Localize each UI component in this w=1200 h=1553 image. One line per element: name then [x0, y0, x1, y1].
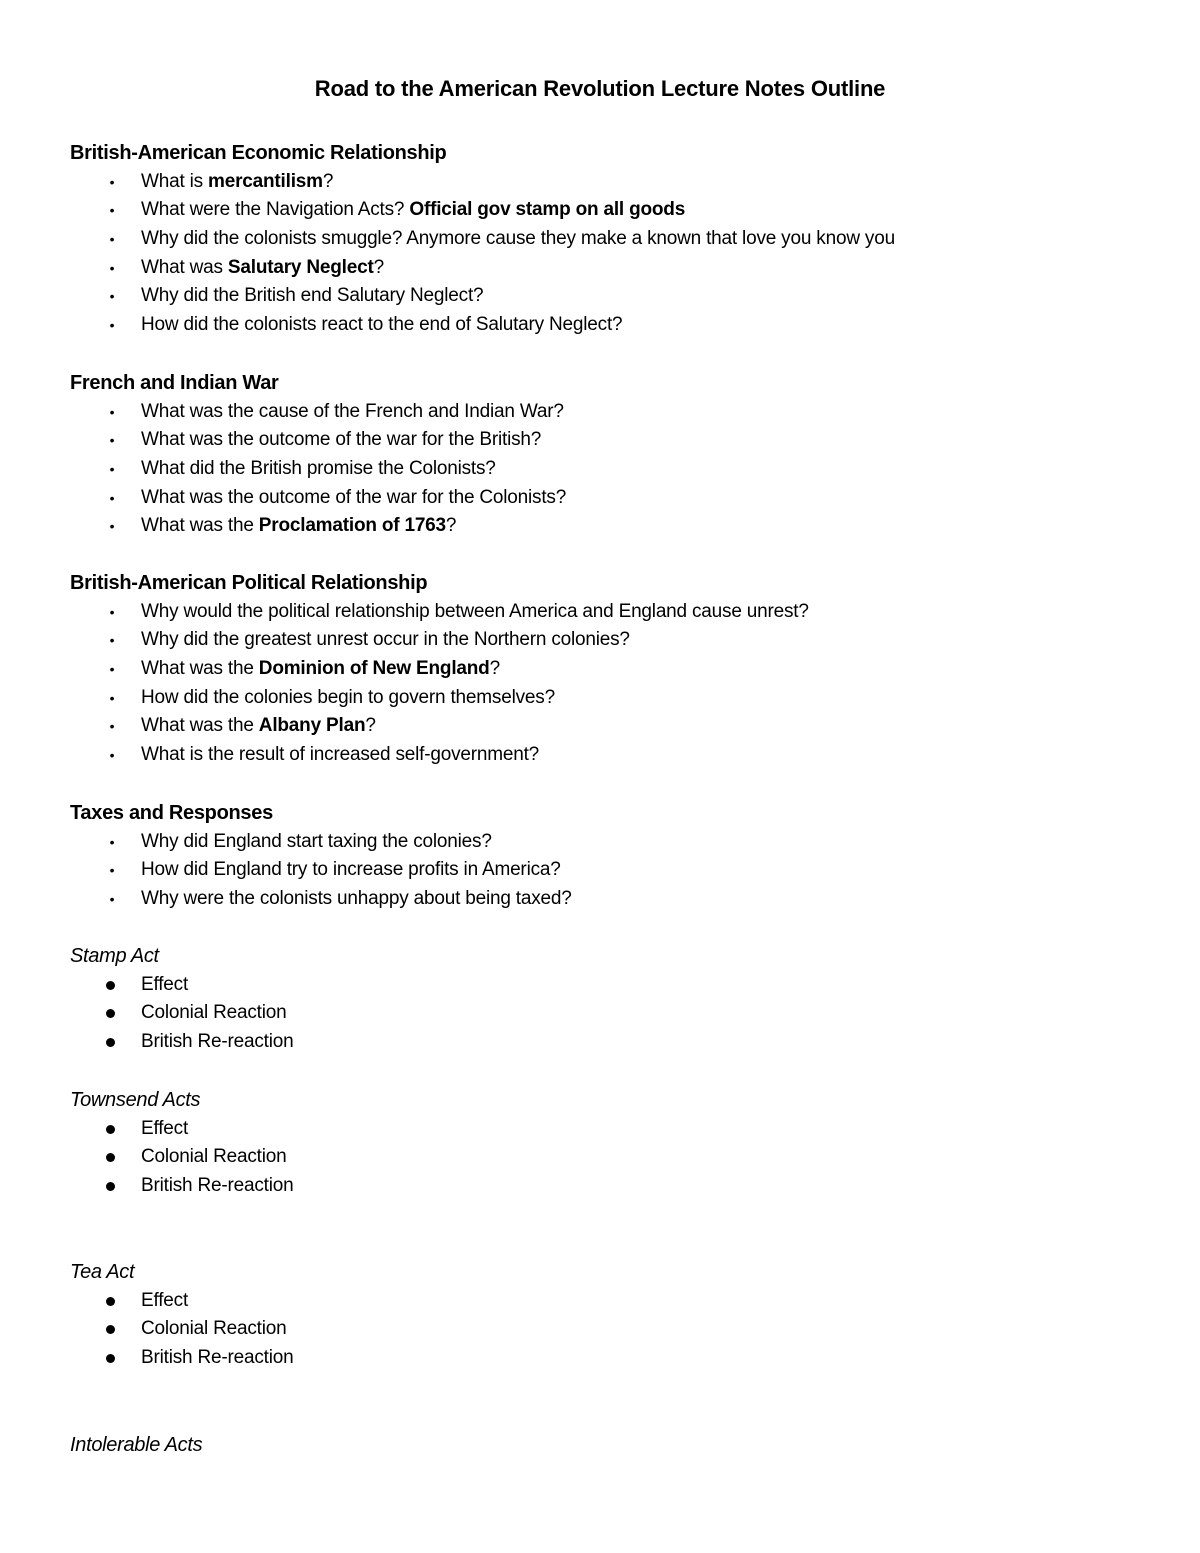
list-item: • Why would the political relationship between America and England cause unrest? — [70, 598, 1150, 627]
page-title: Road to the American Revolution Lecture Notes Outline — [314, 76, 886, 101]
list-item: • How did the colonies begin to govern themselves? — [70, 684, 1150, 713]
list-item: • What did the British promise the Colonists? — [70, 455, 1150, 484]
section-stamp-act — [70, 942, 1150, 1057]
bullet-icon: • — [109, 689, 115, 706]
list-item: • Why did England start taxing the colonies? — [70, 828, 1150, 857]
section-tea-act — [70, 1258, 1150, 1373]
list-item: Colonial Reaction — [70, 999, 1150, 1028]
section-townsend-acts — [70, 1086, 1150, 1201]
section-heading: French and Indian War — [70, 372, 279, 394]
bullet-dot-icon — [106, 1038, 115, 1047]
act-list — [70, 971, 1150, 1057]
bullet-icon: • — [109, 718, 115, 735]
bullet-icon: • — [109, 747, 115, 764]
section-economic — [70, 139, 1150, 340]
list-item: • What was the outcome of the war for the British? — [70, 426, 1150, 455]
act-title: Townsend Acts — [70, 1089, 201, 1111]
list-item: • Why did the British end Salutary Neglect? — [70, 282, 1150, 311]
list-item: • What is the result of increased self-government? — [70, 741, 1150, 770]
list-item: • Why did the greatest unrest occur in the Northern colonies? — [70, 626, 1150, 655]
act-title: Stamp Act — [70, 945, 159, 967]
section-french-indian-war — [70, 369, 1150, 541]
bullet-dot-icon — [106, 1182, 115, 1191]
bullet-icon: • — [109, 432, 115, 449]
section-political — [70, 569, 1150, 770]
list-item: • What was the Albany Plan? — [70, 712, 1150, 741]
list-item: • How did England try to increase profits in America? — [70, 856, 1150, 885]
list-item: Colonial Reaction — [70, 1143, 1150, 1172]
bullet-icon: • — [109, 202, 115, 219]
question-list — [70, 398, 1150, 541]
section-taxes — [70, 799, 1150, 914]
bullet-icon: • — [109, 231, 115, 248]
bullet-icon: • — [109, 833, 115, 850]
list-item: • Why did the colonists smuggle? Anymore cause they make a known that love you know you — [70, 225, 1150, 254]
bullet-icon: • — [109, 461, 115, 478]
list-item: Effect — [70, 1287, 1150, 1316]
list-item: • What was the outcome of the war for the Colonists? — [70, 484, 1150, 513]
bullet-icon: • — [109, 259, 115, 276]
list-item: • What is mercantilism? — [70, 168, 1150, 197]
section-heading: British-American Political Relationship — [70, 572, 428, 594]
list-item: Colonial Reaction — [70, 1315, 1150, 1344]
bullet-icon: • — [109, 173, 115, 190]
section-heading: Taxes and Responses — [70, 802, 273, 824]
list-item: • How did the colonists react to the end of Salutary Neglect? — [70, 311, 1150, 340]
bullet-icon: • — [109, 489, 115, 506]
section-intolerable-acts — [70, 1431, 1150, 1460]
act-list — [70, 1115, 1150, 1201]
list-item: • What was Salutary Neglect? — [70, 254, 1150, 283]
list-item: • What were the Navigation Acts? Official gov stamp on all goods — [70, 196, 1150, 225]
bullet-icon: • — [109, 632, 115, 649]
act-title: Tea Act — [70, 1261, 135, 1283]
list-item: • What was the cause of the French and Indian War? — [70, 398, 1150, 427]
list-item: British Re-reaction — [70, 1028, 1150, 1057]
question-list — [70, 168, 1150, 340]
list-item: • Why were the colonists unhappy about being taxed? — [70, 885, 1150, 914]
list-item: • What was the Dominion of New England? — [70, 655, 1150, 684]
bullet-dot-icon — [106, 1325, 115, 1334]
bullet-dot-icon — [106, 981, 115, 990]
list-item: Effect — [70, 971, 1150, 1000]
act-title: Intolerable Acts — [70, 1434, 203, 1456]
act-list — [70, 1287, 1150, 1373]
list-item: British Re-reaction — [70, 1344, 1150, 1373]
bullet-icon: • — [109, 518, 115, 535]
list-item: Effect — [70, 1115, 1150, 1144]
bullet-icon: • — [109, 403, 115, 420]
question-list — [70, 598, 1150, 770]
bullet-icon: • — [109, 603, 115, 620]
bullet-dot-icon — [106, 1125, 115, 1134]
question-list — [70, 828, 1150, 914]
section-heading: British-American Economic Relationship — [70, 142, 447, 164]
bullet-icon: • — [109, 288, 115, 305]
bullet-dot-icon — [106, 1354, 115, 1363]
bullet-dot-icon — [106, 1297, 115, 1306]
bullet-dot-icon — [106, 1153, 115, 1162]
bullet-icon: • — [109, 661, 115, 678]
bullet-icon: • — [109, 891, 115, 908]
bullet-dot-icon — [106, 1009, 115, 1018]
bullet-icon: • — [109, 317, 115, 334]
bullet-icon: • — [109, 862, 115, 879]
list-item: British Re-reaction — [70, 1172, 1150, 1201]
list-item: • What was the Proclamation of 1763? — [70, 512, 1150, 541]
